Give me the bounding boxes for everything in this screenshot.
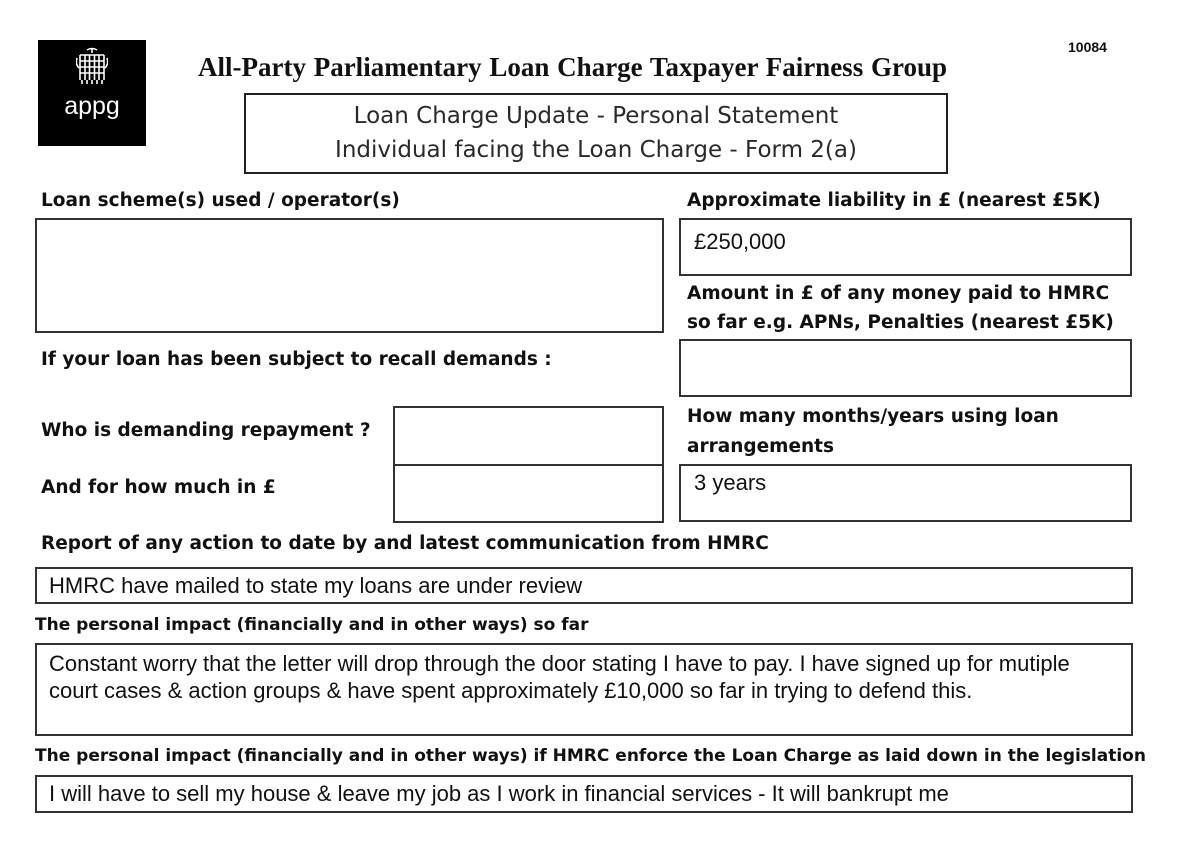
page-title: All-Party Parliamentary Loan Charge Taxpayer Fairness Group	[198, 52, 947, 82]
impact-so-far-field[interactable]	[35, 643, 1133, 736]
who-demanding-field[interactable]	[393, 406, 664, 466]
logo-text: appg	[64, 92, 120, 120]
portcullis-icon	[76, 46, 108, 86]
recall-label: If your loan has been subject to recall demands :	[41, 349, 552, 370]
how-much-value	[395, 466, 662, 482]
months-years-field[interactable]	[679, 464, 1132, 522]
months-years-label-line1: How many months/years using loan	[687, 406, 1059, 427]
who-demanding-value	[395, 408, 662, 424]
action-report-value: HMRC have mailed to state my loans are under review	[49, 573, 583, 598]
loan-scheme-field[interactable]	[35, 218, 664, 333]
amount-paid-value	[681, 341, 1130, 359]
impact-so-far-label: The personal impact (financially and in other ways) so far	[35, 615, 589, 635]
how-much-label: And for how much in £	[41, 477, 276, 498]
impact-enforced-label: The personal impact (financially and in other ways) if HMRC enforce the Loan Charge as laid down in the legislation	[35, 746, 1146, 766]
form-title-box	[244, 93, 948, 174]
appg-logo	[38, 40, 146, 146]
form-subtitle-line1: Loan Charge Update - Personal Statement	[353, 103, 839, 129]
months-years-value: 3 years	[694, 470, 767, 495]
action-report-field[interactable]	[35, 567, 1133, 604]
loan-scheme-label: Loan scheme(s) used / operator(s)	[41, 190, 400, 211]
liability-field[interactable]	[679, 218, 1132, 276]
months-years-label-line2: arrangements	[687, 436, 835, 457]
form-subtitle-line2: Individual facing the Loan Charge - Form 2(a)	[335, 137, 857, 163]
impact-so-far-value: Constant worry that the letter will drop through the door stating I have to pay. I have signed up for mutiple court cases & action groups & have spent approximately £10,000 so far in trying to defend this.	[49, 651, 1070, 703]
liability-value: £250,000	[694, 229, 786, 254]
amount-paid-field[interactable]	[679, 339, 1132, 397]
amount-paid-label-line1: Amount in £ of any money paid to HMRC	[687, 283, 1110, 304]
action-report-label: Report of any action to date by and latest communication from HMRC	[41, 533, 769, 554]
liability-label: Approximate liability in £ (nearest £5K)	[687, 190, 1101, 211]
amount-paid-label-line2: so far e.g. APNs, Penalties (nearest £5K)	[687, 312, 1114, 333]
how-much-field[interactable]	[393, 464, 664, 523]
who-demanding-label: Who is demanding repayment ?	[41, 420, 371, 441]
impact-enforced-field[interactable]	[35, 775, 1133, 813]
form-id: 10084	[1068, 39, 1107, 55]
impact-enforced-value: I will have to sell my house & leave my job as I work in financial services - It will bankrupt me	[49, 781, 949, 806]
loan-scheme-value	[37, 220, 662, 232]
